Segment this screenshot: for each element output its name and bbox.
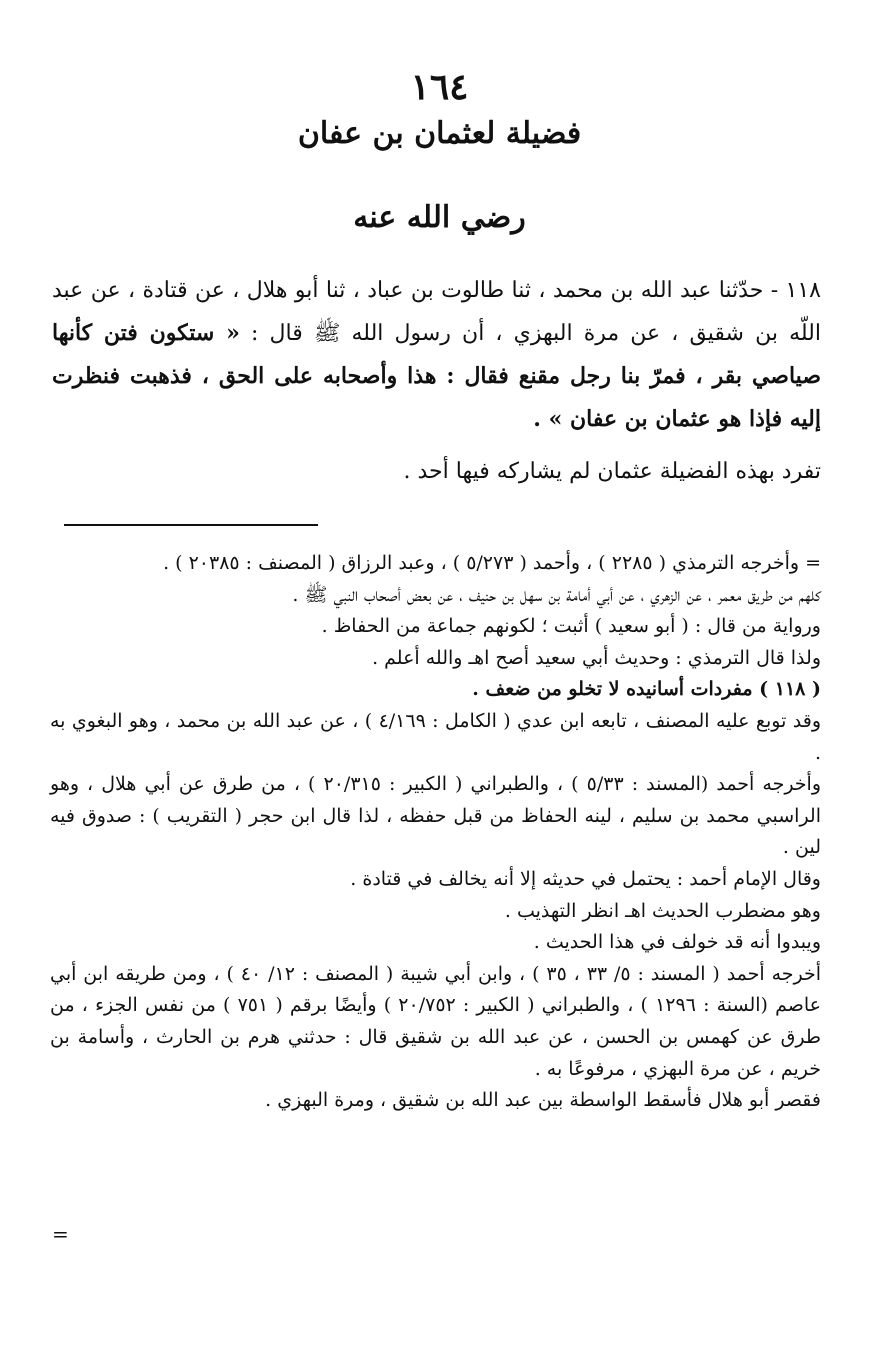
footnote-line: = وأخرجه الترمذي ( ٢٢٨٥ ) ، وأحمد ( ٥/٢٧٣ ) ، وعبد الرزاق ( المصنف : ٢٠٣٨٥ ) . <box>163 552 821 574</box>
footnote-line: ورواية من قال : ( أبو سعيد ) أثبت ؛ لكونهم جماعة من الحفاظ . <box>321 615 821 638</box>
hadith-body <box>52 270 821 493</box>
footnote-separator <box>64 524 318 526</box>
hadith-matn: « ستكون فتن كأنها صياصي بقر ، فمرّ بنا رجل مقنع فقال : هذا وأصحابه على الحق ، فذهبت فنظرت إليه فإذا هو عثمان بن عفان » . <box>52 320 821 432</box>
footnote-line: وأخرجه أحمد (المسند : ٥/٣٣ ) ، والطبراني ( الكبير : ٢٠/٣١٥ ) ، من طرق عن أبي هلال ، وهو الراسبي محمد بن سليم ، لينه الحفاظ من قبل حفظه ، لذا قال ابن حجر ( التقريب ) : صدوق فيه لين . <box>50 773 821 859</box>
hadith-note: تفرد بهذه الفضيلة عثمان لم يشاركه فيها أحد . <box>403 459 821 484</box>
footnote-line: وهو مضطرب الحديث اهـ انظر التهذيب . <box>504 899 821 922</box>
chapter-title: فضيلة لعثمان بن عفان <box>297 116 582 151</box>
footnote-line: فقصر أبو هلال فأسقط الواسطة بين عبد الله بن شقيق ، ومرة البهزي . <box>265 1089 821 1112</box>
footnote-line: ويبدوا أنه قد خولف في هذا الحديث . <box>533 931 821 954</box>
hadith-paragraph <box>52 270 821 441</box>
footnote-heading: ( ١١٨ ) مفردات أسانيده لا تخلو من ضعف . <box>472 678 821 701</box>
footnote-line: أخرجه أحمد ( المسند : ٥/ ٣٣ ، ٣٥ ) ، وابن أبي شيبة ( المصنف : ١٢/ ٤٠ ) ، ومن طريقه ابن أبي عاصم (السنة : ١٢٩٦ ) ، والطبراني ( الكبير : ٢٠/٧٥٢ ) وأيضًا برقم ( ٧٥١ ) من نفس الجزء ، من طرق عن كهمس بن الحسن ، عن عبد الله بن شقيق قال : حدثني هرم بن الحارث ، وأسامة بن خريم ، عن مرة البهزي ، مرفوعًا به . <box>50 962 822 1080</box>
footnote-line: وقد توبع عليه المصنف ، تابعه ابن عدي ( الكامل : ٤/١٦٩ ) ، عن عبد الله بن محمد ، وهو البغوي به . <box>50 709 821 764</box>
chapter-subtitle: رضي الله عنه <box>353 200 526 235</box>
continuation-mark: = <box>52 1222 69 1246</box>
hadith-isnad: ١١٨ - حدّثنا عبد الله بن محمد ، ثنا طالوت بن عباد ، ثنا أبو هلال ، عن قتادة ، عن عبد اللّه بن شقيق ، عن مرة البهزي ، أن رسول الله ﷺ قال : <box>52 278 821 346</box>
footnote-line: كلهم من طريق معمر ، عن الزهري ، عن أبي أمامة بن سهل بن حنيف ، عن بعض أصحاب النبي ﷺ . <box>292 583 821 606</box>
footnote-line: وقال الإمام أحمد : يحتمل في حديثه إلا أنه يخالف في قتادة . <box>350 867 821 890</box>
footnote-line: ولذا قال الترمذي : وحديث أبي سعيد أصح اهـ والله أعلم . <box>372 646 821 669</box>
page-number: ١٦٤ <box>410 66 469 108</box>
footnotes <box>50 548 821 1117</box>
